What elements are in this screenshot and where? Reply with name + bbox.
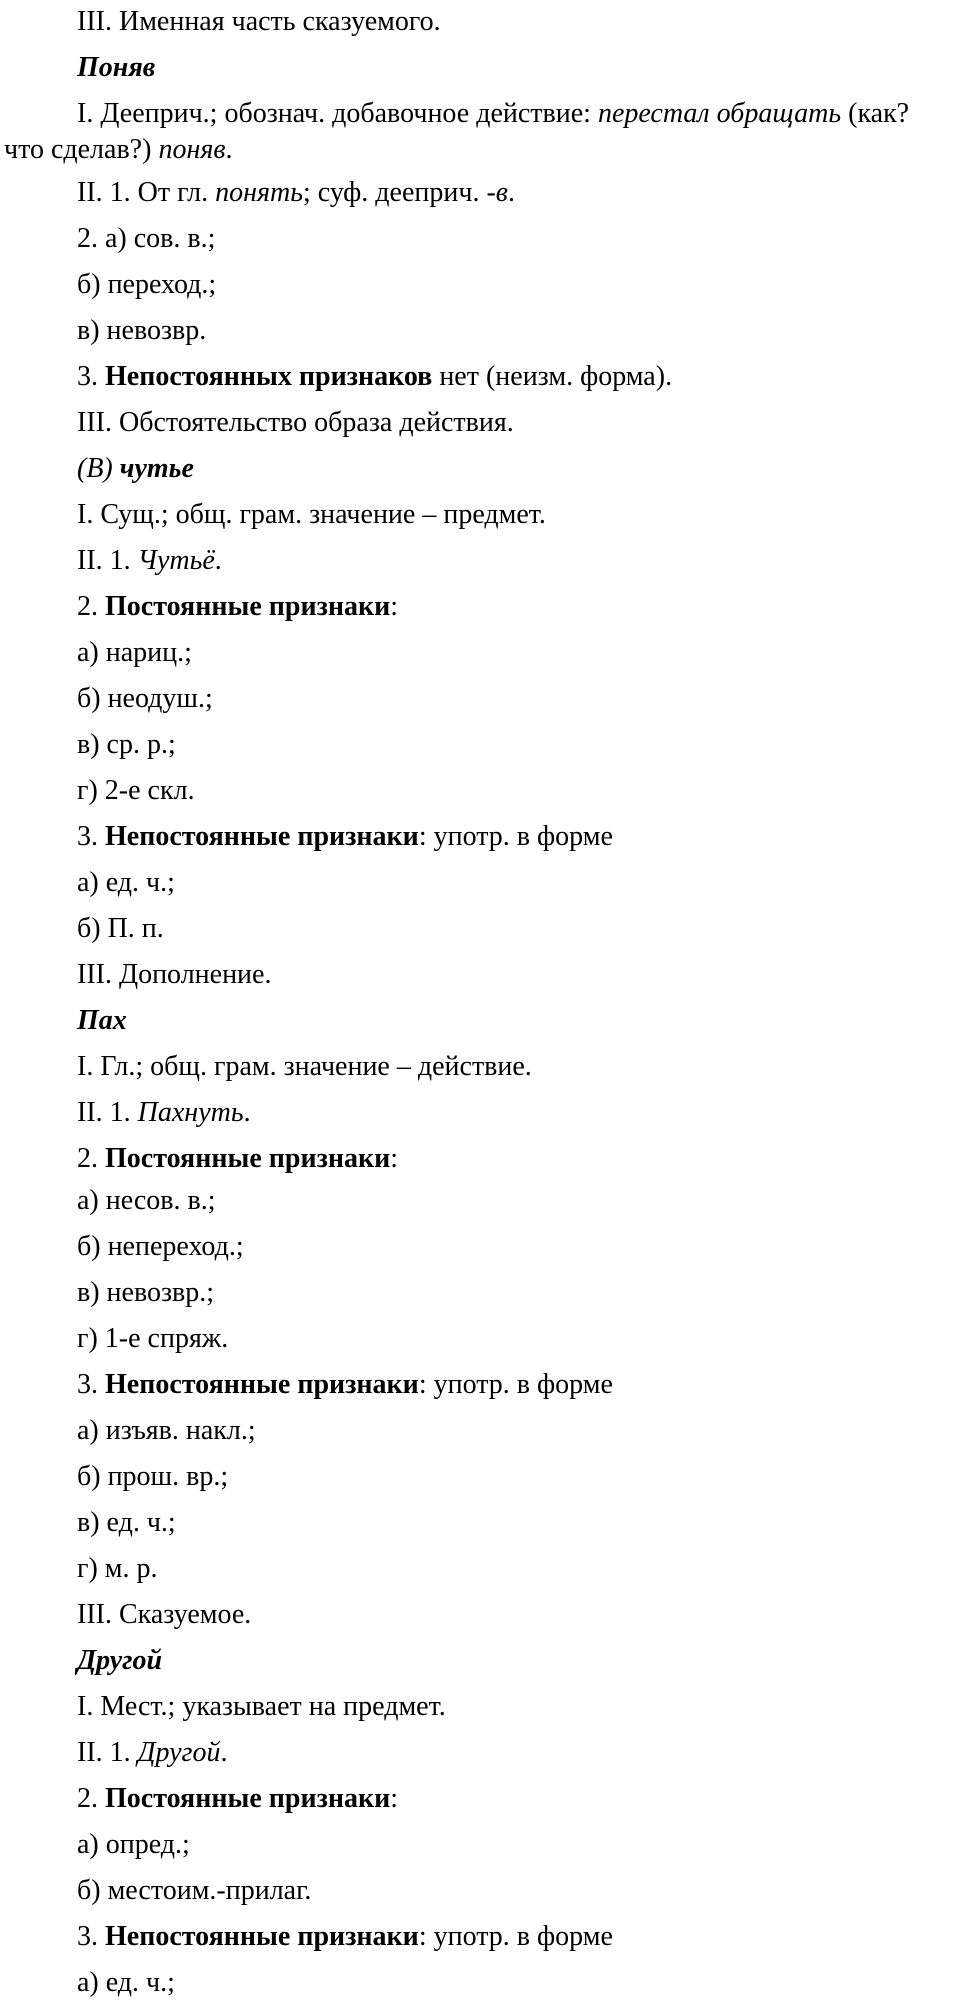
line-ponyav-2-1-part: -в: [486, 177, 508, 208]
line-chutye-2-3b: [77, 911, 164, 947]
line-ponyav-1a-part: перестал обращать: [597, 98, 842, 129]
line-chutye-2-2c: [77, 727, 176, 763]
line-drugoy-2-1-part: .: [220, 1737, 228, 1768]
line-pakh-2-2d-part: г) 1-е спряж.: [77, 1323, 229, 1354]
line-chutye-2-1-part: .: [214, 545, 222, 576]
line-pakh-2-2c-part: в) невозвр.;: [77, 1277, 215, 1308]
line-drugoy-2-3-part: 3.: [77, 1921, 105, 1952]
line-drugoy-2-2-part: Постоянные признаки: [105, 1783, 391, 1814]
line-chutye-2-1-part: Чутьё: [137, 545, 215, 576]
line-drugoy-2-2b: [77, 1873, 311, 1909]
line-drugoy-1-part: I. Мест.; указывает на предмет.: [77, 1691, 446, 1722]
line-ponyav-2-2c-part: в) невозвр.: [77, 315, 207, 346]
line-pakh-2-3b: [77, 1459, 228, 1495]
heading-chutye: [77, 451, 194, 487]
line-chutye-2-2d-part: г) 2-е скл.: [77, 775, 195, 806]
line-chutye-2-2d: [77, 773, 195, 809]
line-ponyav-2-1-part: II. 1. От гл.: [77, 177, 216, 208]
line-chutye-2-3a-part: а) ед. ч.;: [77, 867, 175, 898]
line-ponyav-2-3-part: нет (неизм. форма).: [432, 361, 673, 392]
line-predicate-nominal-part: III. Именная часть сказуемого.: [77, 6, 441, 37]
line-chutye-2-3b-part: б) П. п.: [77, 913, 164, 944]
line-pakh-2-3a-part: а) изъяв. накл.;: [77, 1415, 256, 1446]
line-pakh-2-3-part: Непостоянные признаки: [105, 1369, 419, 1400]
line-ponyav-2-3-part: Непостоянных признаков: [105, 361, 433, 392]
line-pakh-2-1-part: II. 1.: [77, 1097, 138, 1128]
line-chutye-2-2b: [77, 681, 213, 717]
heading-drugoy-part: Другой: [77, 1645, 163, 1676]
line-chutye-2-1-part: II. 1.: [77, 545, 138, 576]
line-drugoy-2-2-part: :: [390, 1783, 399, 1814]
line-ponyav-2-3: [77, 359, 672, 395]
line-drugoy-2-2-part: 2.: [77, 1783, 105, 1814]
line-ponyav-2-1-part: ; суф. дееприч.: [303, 177, 487, 208]
line-chutye-3-part: III. Дополнение.: [77, 959, 272, 990]
line-pakh-2-2-part: 2.: [77, 1143, 105, 1174]
line-pakh-2-3d-part: г) м. р.: [77, 1553, 158, 1584]
line-drugoy-2-2a: [77, 1827, 190, 1863]
line-drugoy-2-1-part: Другой: [137, 1737, 221, 1768]
line-chutye-2-3-part: 3.: [77, 821, 105, 852]
line-chutye-2-2: [77, 589, 398, 625]
line-pakh-2-3: [77, 1367, 613, 1403]
line-ponyav-3: [77, 405, 514, 441]
line-pakh-2-1-part: .: [243, 1097, 251, 1128]
heading-drugoy: [77, 1643, 162, 1679]
line-ponyav-2-2b-part: б) переход.;: [77, 269, 217, 300]
line-pakh-2-2c: [77, 1275, 214, 1311]
line-drugoy-2-1: [77, 1735, 227, 1771]
line-drugoy-2-2: [77, 1781, 398, 1817]
line-chutye-2-2-part: Постоянные признаки: [105, 591, 391, 622]
line-ponyav-2-1-part: понять: [215, 177, 304, 208]
line-ponyav-2-2b: [77, 267, 216, 303]
line-ponyav-1b-part: .: [225, 134, 233, 165]
line-pakh-2-2: [77, 1141, 398, 1177]
line-chutye-2-3: [77, 819, 613, 855]
line-ponyav-1a-part: (как?: [841, 98, 910, 129]
line-pakh-2-3-part: 3.: [77, 1369, 105, 1400]
line-chutye-1-part: I. Сущ.; общ. грам. значение – предмет.: [77, 499, 546, 530]
line-pakh-2-2a-part: а) несов. в.;: [77, 1185, 216, 1216]
line-ponyav-2-2c: [77, 313, 206, 349]
line-drugoy-2-3a: [77, 1965, 175, 2001]
heading-chutye-part: чутье: [119, 453, 194, 484]
line-pakh-2-1: [77, 1095, 251, 1131]
line-drugoy-2-3-part: Непостоянные признаки: [105, 1921, 419, 1952]
line-drugoy-2-2a-part: а) опред.;: [77, 1829, 190, 1860]
line-pakh-1-part: I. Гл.; общ. грам. значение – действие.: [77, 1051, 532, 1082]
line-chutye-2-2-part: :: [390, 591, 399, 622]
line-ponyav-2-3-part: 3.: [77, 361, 105, 392]
line-pakh-3-part: III. Сказуемое.: [77, 1599, 252, 1630]
line-ponyav-2-1-part: .: [507, 177, 515, 208]
line-pakh-3: [77, 1597, 251, 1633]
line-pakh-2-2b-part: б) непереход.;: [77, 1231, 244, 1262]
line-chutye-2-3-part: Непостоянные признаки: [105, 821, 419, 852]
line-pakh-2-2b: [77, 1229, 244, 1265]
line-chutye-2-2a-part: а) нариц.;: [77, 637, 192, 668]
line-pakh-1: [77, 1049, 532, 1085]
line-ponyav-1b-part: что сделав?): [4, 134, 159, 165]
heading-ponyav: [77, 50, 155, 86]
line-ponyav-1b-part: поняв: [158, 134, 226, 165]
line-pakh-2-2a: [77, 1183, 216, 1219]
heading-pakh: [77, 1003, 127, 1039]
line-chutye-2-2b-part: б) неодуш.;: [77, 683, 213, 714]
line-chutye-2-3a: [77, 865, 175, 901]
line-ponyav-2-2a-part: 2. а) сов. в.;: [77, 223, 216, 254]
line-pakh-2-3-part: : употр. в форме: [418, 1369, 613, 1400]
line-ponyav-3-part: III. Обстоятельство образа действия.: [77, 407, 514, 438]
line-drugoy-2-3: [77, 1919, 613, 1955]
line-ponyav-2-1: [77, 175, 515, 211]
line-chutye-2-2-part: 2.: [77, 591, 105, 622]
line-ponyav-1a-part: I. Дееприч.; обознач. добавочное действие:: [77, 98, 598, 129]
heading-pakh-part: Пах: [77, 1005, 127, 1036]
heading-chutye-part: (В): [77, 453, 120, 484]
line-chutye-2-1: [77, 543, 222, 579]
line-chutye-2-2c-part: в) ср. р.;: [77, 729, 176, 760]
line-chutye-3: [77, 957, 271, 993]
line-drugoy-2-1-part: II. 1.: [77, 1737, 138, 1768]
line-pakh-2-2d: [77, 1321, 228, 1357]
line-drugoy-2-3a-part: а) ед. ч.;: [77, 1967, 175, 1998]
line-drugoy-2-2b-part: б) местоим.-прилаг.: [77, 1875, 312, 1906]
line-predicate-nominal: [77, 4, 441, 40]
line-chutye-1: [77, 497, 546, 533]
line-pakh-2-3c-part: в) ед. ч.;: [77, 1507, 176, 1538]
line-pakh-2-3b-part: б) прош. вр.;: [77, 1461, 229, 1492]
line-pakh-2-2-part: Постоянные признаки: [105, 1143, 391, 1174]
line-chutye-2-3-part: : употр. в форме: [418, 821, 613, 852]
line-ponyav-2-2a: [77, 221, 215, 257]
line-pakh-2-3a: [77, 1413, 256, 1449]
line-pakh-2-3d: [77, 1551, 158, 1587]
line-drugoy-2-3-part: : употр. в форме: [418, 1921, 613, 1952]
line-ponyav-1b: [4, 132, 233, 168]
line-pakh-2-3c: [77, 1505, 176, 1541]
line-pakh-2-1-part: Пахнуть: [137, 1097, 244, 1128]
line-chutye-2-2a: [77, 635, 192, 671]
line-drugoy-1: [77, 1689, 446, 1725]
line-pakh-2-2-part: :: [390, 1143, 399, 1174]
heading-ponyav-part: Поняв: [77, 52, 156, 83]
line-ponyav-1a: [77, 96, 909, 132]
